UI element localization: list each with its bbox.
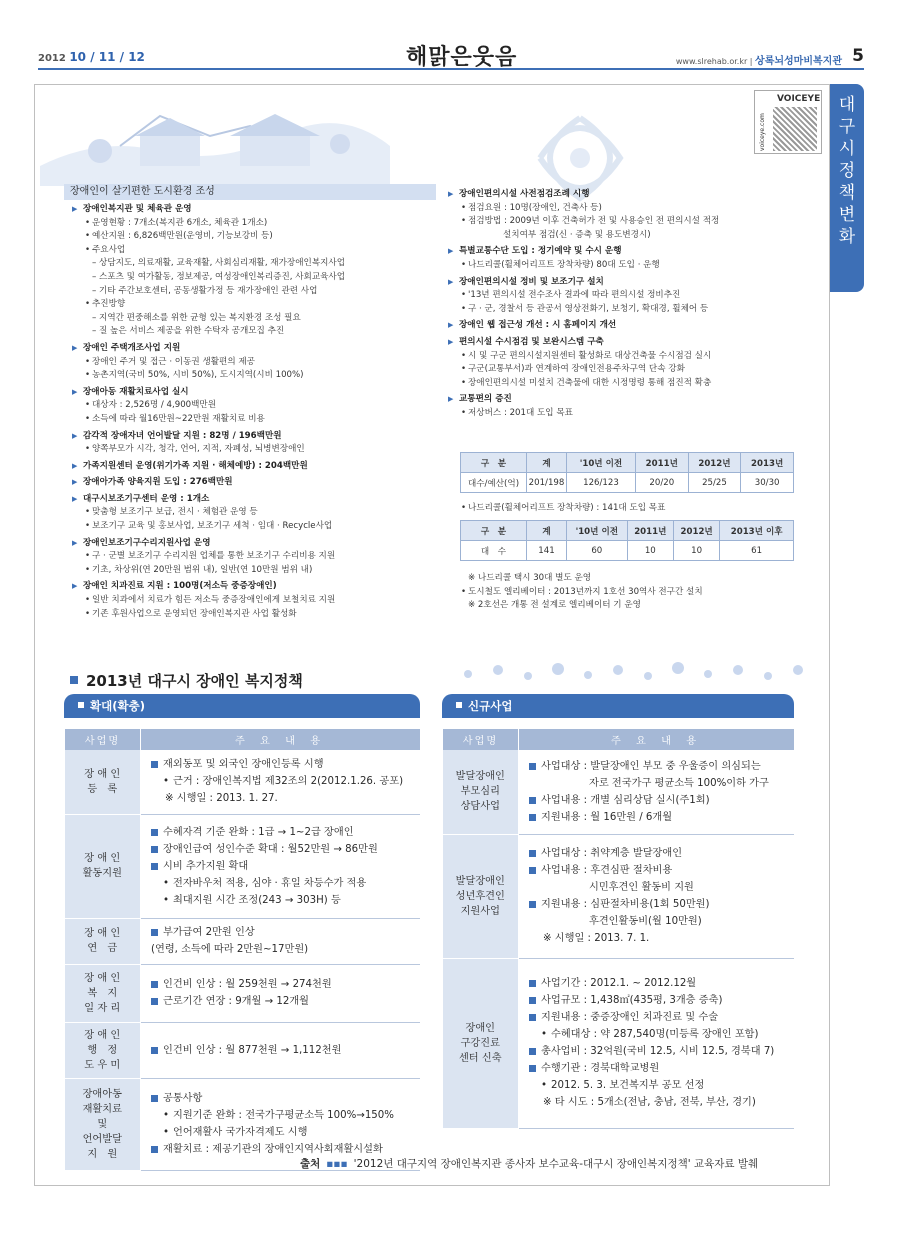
program-content [519, 834, 795, 958]
side-tab-label: 대 구 시 정 책 변 화 [830, 84, 864, 292]
item-text: – 상담지도, 의료재활, 교육재활, 사회심리재활, 재가장애인복지사업 [92, 258, 346, 269]
item-heading: ▶ 대구시보조기구센터 운영 : 1개소 [72, 493, 436, 507]
item-text: • 추진방향 [72, 298, 436, 312]
table-row [65, 750, 421, 814]
program-content [141, 964, 421, 1022]
program-name-line: 부모심리 [460, 786, 500, 798]
item-heading: ▶ 편의시설 수시점검 및 보완시스템 구축 [448, 336, 798, 350]
table-header-row: 구 분 계 '10년 이전 2011년 2012년 2013년 이후 [461, 521, 794, 541]
content-line: 재외동포 및 외국인 장애인등록 시행 [151, 756, 414, 773]
program-name-line: 지원사업 [460, 905, 500, 917]
item-heading: ▶ 장애인편의시설 사전점검조례 시행 [448, 188, 798, 202]
table-row [65, 1022, 421, 1078]
content-line: 근로기간 연장 : 9개월 → 12개월 [151, 993, 414, 1010]
program-content [141, 750, 421, 814]
source-citation: 출처 ▪▪▪ '2012년 대구지역 장애인복지관 종사자 보수교육-대구시 장애인복지정책' 교육자료 발췌 [300, 1158, 759, 1170]
content-line: • 최대지원 시간 조정(243 → 303H) 등 [151, 892, 414, 909]
item-text: • 점검요원 : 10명(장애인, 건축사 등) [448, 202, 798, 216]
program-content [141, 1022, 421, 1078]
item-text: • 기존 후원사업으로 운영되던 장애인복지관 사업 활성화 [72, 608, 436, 622]
item-heading: ▶ 교통편의 증진 [448, 393, 798, 407]
item-heading: ▶ 장애인 주택개조사업 지원 [72, 342, 436, 356]
item-heading: ▶ 장애인 웹 접근성 개선 : 시 홈페이지 개선 [448, 319, 798, 333]
content-line: 총사업비 : 32억원(국비 12.5, 시비 12.5, 경북대 7) [529, 1043, 788, 1060]
item-text: • 대상자 : 2,526명 / 4,900백만원 [72, 399, 436, 413]
program-name-line: 구강진료 [460, 1037, 500, 1049]
house-illustration-icon [40, 96, 390, 186]
page-header [38, 44, 864, 70]
item-text: 설치여부 점검(신 · 증축 및 용도변경시) [503, 229, 651, 240]
newsletter-logo: 해맑은웃음 [406, 45, 518, 70]
program-name-line: 장 애 인 [84, 768, 121, 780]
content-line: 후견인활동비(월 10만원) [589, 916, 702, 927]
item-text: ※ 2호선은 개통 전 설계로 엘리베이터 기 운영 [468, 600, 641, 611]
program-content [141, 918, 421, 964]
issue-info: 2012 10 / 11 / 12 [38, 50, 145, 64]
site-info: www.slrehab.or.kr | 상록뇌성마비복지관 [675, 56, 842, 67]
program-content [519, 958, 795, 1128]
program-name-line: 센터 신축 [458, 1052, 502, 1064]
item-text: • 구 · 군, 경찰서 등 관공서 영상전화기, 보청기, 확대경, 휠체어 등 [448, 303, 798, 317]
item-text: • 일반 치과에서 치료가 힘든 저소득 중증장애인에게 보철치료 지원 [72, 594, 436, 608]
program-name [65, 918, 141, 964]
program-name-line: 성년후견인 [455, 890, 505, 902]
site-url-link[interactable]: www.slrehab.or.kr [675, 57, 748, 66]
program-name-line: 지 원 [87, 1148, 118, 1160]
content-line: 사업대상 : 취약계층 발달장애인 [529, 845, 788, 862]
table-row [65, 814, 421, 918]
item-text: • 구 · 군별 보조기구 수리지원 업체를 통한 보조기구 수리비용 지원 [72, 550, 436, 564]
program-name [65, 1022, 141, 1078]
table-header-row: 구 분 계 '10년 이전 2011년 2012년 2013년 [461, 453, 794, 473]
table-header-row: 사업명 주 요 내 용 [65, 729, 421, 750]
content-line: • 2012. 5. 3. 보건복지부 공모 선정 [529, 1077, 788, 1094]
item-text: • 나드리콜(휠체어리프트 장착차량) 80대 도입 · 운행 [448, 259, 798, 273]
nadri-call-table [460, 520, 794, 561]
voiceye-code[interactable]: VOICEYE voiceye.com [754, 90, 822, 154]
content-line: 사업기간 : 2012.1. ~ 2012.12월 [529, 975, 788, 992]
notes [448, 572, 798, 613]
policy-main-title: 2013년 대구시 장애인 복지정책 [70, 670, 303, 691]
item-heading: ▶ 장애인편의시설 정비 및 보조기구 설치 [448, 276, 798, 290]
content-line: ※ 시행일 : 2013. 1. 27. [165, 793, 278, 805]
content-line: 사업내용 : 후견심판 절차비용 [529, 862, 788, 879]
content-line: ※ 타 시도 : 5개소(전남, 충남, 전북, 부산, 경기) [543, 1097, 756, 1108]
item-text: • 맞춤형 보조기구 보급, 전시 · 체험관 운영 등 [72, 506, 436, 520]
page-number: 5 [852, 46, 864, 66]
program-name [65, 1078, 141, 1170]
content-line: • 수혜대상 : 약 287,540명(미등록 장애인 포함) [529, 1026, 788, 1043]
item-text: ※ 나드리콜 택시 30대 별도 운영 [468, 573, 592, 583]
content-line: 사업내용 : 개별 심리상담 실시(주1회) [529, 792, 788, 809]
program-name [65, 964, 141, 1022]
content-line: 지원내용 : 심판절차비용(1회 50만원) [529, 896, 788, 913]
content-line: • 지원기준 완화 : 전국가구평균소득 100%→150% [151, 1107, 414, 1124]
table-row [65, 964, 421, 1022]
program-name-line: 재활치료 [82, 1103, 122, 1115]
item-text: • 보조기구 교육 및 홍보사업, 보조기구 세척 · 임대 · Recycle사업 [72, 520, 436, 534]
content-line: 자로 전국가구 평균소득 100%이하 가구 [589, 777, 769, 789]
new-business-panel-header: 신규사업 [442, 694, 794, 718]
program-name-line: 장 애 인 [84, 972, 121, 984]
content-line: • 전자바우처 적용, 심야 · 휴일 차등수가 적용 [151, 875, 414, 892]
content-line: (연령, 소득에 따라 2만원~17만원) [151, 944, 309, 955]
content-line: • 근거 : 장애인복지법 제32조의 2(2012.1.26. 공포) [151, 773, 414, 790]
new-business-table [442, 729, 794, 1129]
content-line: ※ 시행일 : 2013. 7. 1. [543, 933, 650, 944]
item-heading: ▶ 장애아동 재활치료사업 실시 [72, 386, 436, 400]
item-heading: ▶ 감각적 장애자녀 언어발달 지원 : 82명 / 196백만원 [72, 430, 436, 444]
dots-icon: ▪▪▪ [326, 1158, 348, 1170]
content-line: 시민후견인 활동비 지원 [589, 882, 694, 893]
item-text: • 주요사업 [72, 244, 436, 258]
table-row [65, 918, 421, 964]
content-line: 재활치료 : 제공기관의 장애인지역사회재활시설화 [151, 1141, 414, 1158]
program-name-line: 일 자 리 [84, 1002, 121, 1014]
table-row [443, 958, 795, 1128]
item-text: – 기타 주간보호센터, 공동생활가정 등 재가장애인 관련 사업 [92, 285, 318, 296]
table-header-row: 사업명 주 요 내 용 [443, 729, 795, 750]
content-line: 공통사항 [151, 1090, 414, 1107]
item-text: – 지역간 편중해소를 위한 균형 있는 복지환경 조성 필요 [92, 312, 301, 323]
program-name-line: 장 애 인 [84, 853, 121, 864]
item-text: • 시 및 구군 편의시설지원센터 활성화로 대상건축물 수시점검 실시 [448, 350, 798, 364]
content-line: 인건비 인상 : 월 259천원 → 274천원 [151, 976, 414, 993]
item-text: – 질 높은 서비스 제공을 위한 수탁자 공개모집 추진 [92, 326, 285, 337]
table-row: 대수/예산(억) 201/198 126/123 20/20 25/25 30/30 [461, 473, 794, 493]
item-text: • 장애인 주거 및 접근 · 이동권 생활편의 제공 [72, 356, 436, 370]
item-heading: ▶ 장애인 치과진료 지원 : 100명(저소득 중증장애인) [72, 580, 436, 594]
table-row: 대 수 141 60 10 10 61 [461, 541, 794, 561]
program-name-line: 활동지원 [82, 868, 122, 879]
section-title: 장애인이 살기편한 도시환경 조성 [64, 184, 436, 200]
program-name-line: 언어발달 [82, 1133, 122, 1145]
program-name-line: 장 애 인 [84, 1029, 121, 1041]
program-name [65, 750, 141, 814]
program-name-line: 장 애 인 [84, 928, 121, 939]
item-text: • 구군(교통부서)과 연계하여 장애인전용주차구역 단속 강화 [448, 363, 798, 377]
content-line: 지원내용 : 월 16만원 / 6개월 [529, 809, 788, 826]
content-line: 지원내용 : 중증장애인 치과진료 및 수술 [529, 1009, 788, 1026]
item-text: • 기초, 차상위(연 20만원 범위 내), 일반(연 10만원 범위 내) [72, 564, 436, 578]
nadri-label: • 나드리콜(휠체어리프트 장착차량) : 141대 도입 목표 [448, 502, 798, 516]
program-name [443, 958, 519, 1128]
content-line: 수혜자격 기준 완화 : 1급 → 1~2급 장애인 [151, 824, 414, 841]
content-line: 인건비 인상 : 월 877천원 → 1,112천원 [151, 1042, 414, 1059]
expand-panel-header: 확대(확충) [64, 694, 420, 718]
right-column [448, 188, 798, 421]
content-line: 사업규모 : 1,438㎡(435평, 3개층 증축) [529, 992, 788, 1009]
item-text: • 운영현황 : 7개소(복지관 6개소, 체육관 1개소) [72, 217, 436, 231]
content-line: 사업대상 : 발달장애인 부모 중 우울증이 의심되는 [529, 758, 788, 775]
item-text: • 양쪽부모가 시각, 청각, 언어, 지적, 자폐성, 뇌병변장애인 [72, 443, 436, 457]
program-name [443, 834, 519, 958]
heart-decoration-icon [458, 660, 818, 684]
voiceye-pattern-icon [773, 107, 817, 151]
item-text: • 장애인편의시설 미설치 건축물에 대한 시정명령 통해 점진적 확충 [448, 377, 798, 391]
item-text: • '13년 편의시설 전수조사 결과에 따라 편의시설 정비추진 [448, 289, 798, 303]
item-text: • 저상버스 : 201대 도입 목표 [448, 407, 798, 421]
left-column [72, 203, 436, 621]
item-heading: ▶ 장애아가족 양육지원 도입 : 276백만원 [72, 476, 436, 490]
content-line: 수행기관 : 경북대학교병원 [529, 1060, 788, 1077]
item-text: • 예산지원 : 6,826백만원(운영비, 기능보강비 등) [72, 230, 436, 244]
program-name-line: 복 지 [87, 987, 118, 999]
content-line: • 언어재활사 국가자격제도 시행 [151, 1124, 414, 1141]
program-name-line: 장애인 [465, 1022, 496, 1034]
item-heading: ▶ 가족지원센터 운영(위기가족 지원 · 해체예방) : 204백만원 [72, 460, 436, 474]
program-name-line: 등 록 [87, 783, 118, 795]
table-row [443, 750, 795, 834]
program-name-line: 및 [97, 1118, 108, 1130]
program-name [443, 750, 519, 834]
content-line: 장애인급여 성인수준 확대 : 월52만원 → 86만원 [151, 841, 414, 858]
program-name-line: 발달장애인 [455, 771, 505, 783]
content-line: 시비 추가지원 확대 [151, 858, 414, 875]
program-name-line: 상담사업 [460, 801, 500, 813]
content-line: 부가급여 2만원 인상 [151, 924, 414, 941]
program-name [65, 814, 141, 918]
program-name-line: 발달장애인 [455, 875, 505, 887]
expand-policy-table [64, 729, 420, 1171]
item-heading: ▶ 특별교통수단 도입 : 정기예약 및 수시 운행 [448, 245, 798, 259]
program-name-line: 장애아동 [82, 1088, 122, 1100]
table-row [443, 834, 795, 958]
low-floor-bus-table [460, 452, 794, 493]
item-text: – 스포츠 및 여가활동, 정보제공, 여성장애인복리증진, 사회교육사업 [92, 271, 346, 282]
program-name-line: 연 금 [87, 943, 118, 954]
program-content [141, 814, 421, 918]
program-name-line: 도 우 미 [84, 1059, 121, 1071]
item-heading: ▶ 장애인복지관 및 체육관 운영 [72, 203, 436, 217]
program-content [519, 750, 795, 834]
item-heading: ▶ 장애인보조기구수리지원사업 운영 [72, 537, 436, 551]
item-text: • 점검방법 : 2009년 이후 건축허가 전 및 사용승인 전 편의시설 적정 [448, 215, 798, 229]
item-text: • 소득에 따라 월16만원~22만원 재활치료 비용 [72, 413, 436, 427]
item-text: • 도시철도 엘리베이터 : 2013년까지 1호선 30역사 전구간 설치 [448, 586, 798, 600]
program-name-line: 행 정 [87, 1044, 118, 1056]
item-text: • 농촌지역(국비 50%, 시비 50%), 도시지역(시비 100%) [72, 369, 436, 383]
